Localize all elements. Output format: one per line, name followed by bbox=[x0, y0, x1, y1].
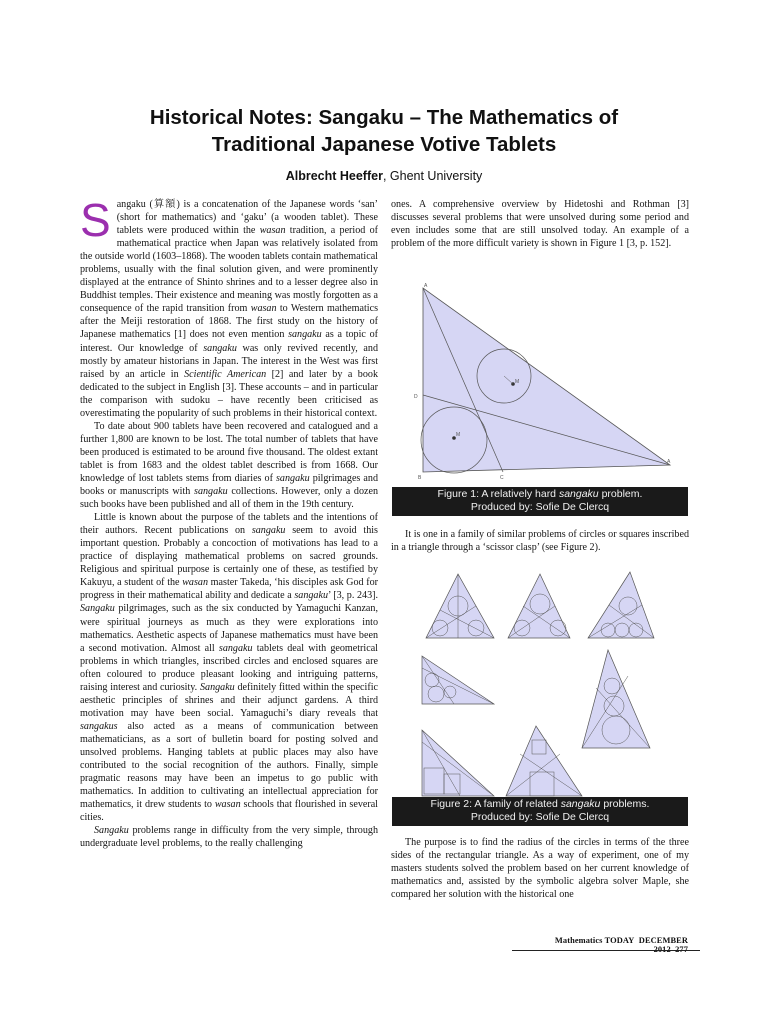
fig2-triangle-2 bbox=[508, 574, 570, 638]
page-footer bbox=[520, 936, 688, 954]
paragraph-3: Little is known about the purpose of the tablets and the intentions of their authors. Recent publications on sangaku seem to avoid this important question. Probably a concoction of motivations has lead to a practice of displaying mathematical problems on sacred grounds. Religious and spiritual purpose is certainly one of these, as testified by Kakuyu, a student of the wasan master Takeda, ‘his disciples ask God for progress in their mathematical ability and dedicate a sangaku’ [3, p. 243]. Sangaku pilgrimages, such as the six conducted by Yamaguchi Kanzan, were spiritual journeys as much as they were explorations into mathematics. Aesthetic aspects of Japanese mathematics must have been a second motivation. Almost all sangaku tablets deal with geometrical problems in which triangles, inscribed circles and enclosed squares are often coloured to produce pleasant looking and intriguing patterns, raising interest and curiosity. Sangaku definitely fitted within the specific aesthetic principles of shrines and their adjunct gardens. A third motivation may have been social. Yamaguchi’s diary reveals that sangakus also acted as a means of communication between mathematicians, as a sort of bulletin board for posting solved and unsolved problems. Hanging tablets at public places may also have contributed to the social recognition of the authors. Finally, simple pragmatic reasons may have been an impetus to go public with mathematics. In addition to cultivating an intellectual appreciation for mathematics, it drew students to wasan schools that flourished in several cities. bbox=[80, 512, 378, 824]
fig2-triangle-6 bbox=[422, 730, 494, 796]
figure-2-diagram bbox=[410, 568, 658, 798]
fig2-triangle-7 bbox=[506, 726, 582, 796]
figure-2-credit: Produced by: Sofie De Clercq bbox=[470, 811, 610, 823]
drop-cap: S bbox=[80, 194, 111, 246]
label-bottom-mid: C bbox=[500, 475, 504, 480]
right-paragraph-2: It is one in a family of similar problems of circles or squares inscribed in a triangle through a ‘scissor clasp’ (see Figure 2). bbox=[391, 529, 689, 554]
fig2-triangle-1 bbox=[426, 574, 494, 638]
author-name: Albrecht Heeffer bbox=[285, 169, 383, 183]
label-m1: M bbox=[456, 432, 461, 438]
right-column-bottom bbox=[391, 836, 689, 901]
author-affiliation: , Ghent University bbox=[382, 169, 483, 183]
figure-1-diagram bbox=[408, 280, 678, 480]
paragraph-1: Sangaku (算額) is a concatenation of the Japanese words ‘san’ (short for mathematics) and ‘gaku’ (a wooden tablet). These tablets were produced within the wasan tradition, a period of mathematical practice when Japan was relatively isolated from the outside world (1603–1868). The wooden tablets contain mathematical problems, usually with the final solution given, and were prominently displayed at the entrance of Shinto shrines and to a lesser degree also in Buddhist temples. Their existence and meaning was mostly forgotten as a consequence of the rapid transition from wasan to Western mathematics after the Meiji restoration of 1868. The first study on the history of Japanese mathematics [1] does not even mention sangaku as a topic of interest. Our knowledge of sangaku was only revived recently, and mostly by amateur historians in Japan. The interest in the West was first raised by an article in Scientific American [2] and later by a book dedicated to the subject in English [3]. These accounts – and in particular the comparison with sudoku – have recently been criticised as overestimating the popularity of such problems in their historical context. bbox=[80, 194, 378, 419]
fig2-triangle-4 bbox=[422, 656, 494, 704]
label-m2: M bbox=[515, 379, 520, 385]
right-paragraph-1: ones. A comprehensive overview by Hidetoshi and Rothman [3] discusses several problems that were unsolved during some period and even includes some that are still unsolved today. An example of a problem of the more difficult variety is shown in Figure 1 [3, p. 152]. bbox=[391, 199, 689, 250]
article-title bbox=[0, 104, 768, 158]
right-column-top bbox=[391, 198, 689, 250]
byline bbox=[0, 169, 768, 183]
right-paragraph-3: The purpose is to find the radius of the circles in terms of the three sides of the rectangular triangle. As a way of experiment, one of my masters students solved the problem based on her current knowledge of mathematics and, assisted by the symbolic algebra solver Maple, she compared her solution with the historical one bbox=[391, 837, 689, 901]
figure-2-caption-line: Figure 2: A family of related sangaku problems. bbox=[430, 798, 650, 810]
journal-name: Mathematics TODAY bbox=[554, 936, 635, 945]
label-left: D bbox=[414, 394, 418, 400]
label-bottom-left: B bbox=[418, 475, 422, 480]
label-right: A bbox=[667, 459, 671, 465]
figure-1-caption-line: Figure 1: A relatively hard sangaku problem. bbox=[437, 488, 643, 500]
paragraph-4: Sangaku problems range in difficulty from the very simple, through undergraduate level problems, to the really challenging bbox=[80, 825, 378, 850]
figure-1-caption bbox=[392, 487, 688, 516]
footer-rule bbox=[512, 950, 700, 951]
left-column bbox=[80, 194, 379, 850]
label-top: A bbox=[424, 283, 428, 289]
title-line-2: Traditional Japanese Votive Tablets bbox=[211, 133, 557, 156]
figure-1-credit: Produced by: Sofie De Clercq bbox=[470, 501, 610, 513]
fig2-triangle-5 bbox=[582, 650, 650, 748]
right-column-middle bbox=[391, 528, 689, 554]
figure-2-caption bbox=[392, 797, 688, 826]
paragraph-2: To date about 900 tablets have been recovered and catalogued and a further 1,800 are known to be lost. The total number of tablets that have been produced is estimated to be around five thousand. The oldest extant tablet is from 1683 and the oldest tablet described is from 1668. Our knowledge of lost tablets stems from diaries of sangaku pilgrimages and books or manuscripts with sangaku collections. However, only a dozen such books have been published and all of them in the 19th century. bbox=[80, 420, 379, 511]
issue-date: DECEMBER bbox=[638, 936, 688, 945]
title-line-1: Historical Notes: Sangaku – The Mathematics of bbox=[149, 106, 619, 129]
fig2-triangle-3 bbox=[588, 572, 654, 638]
